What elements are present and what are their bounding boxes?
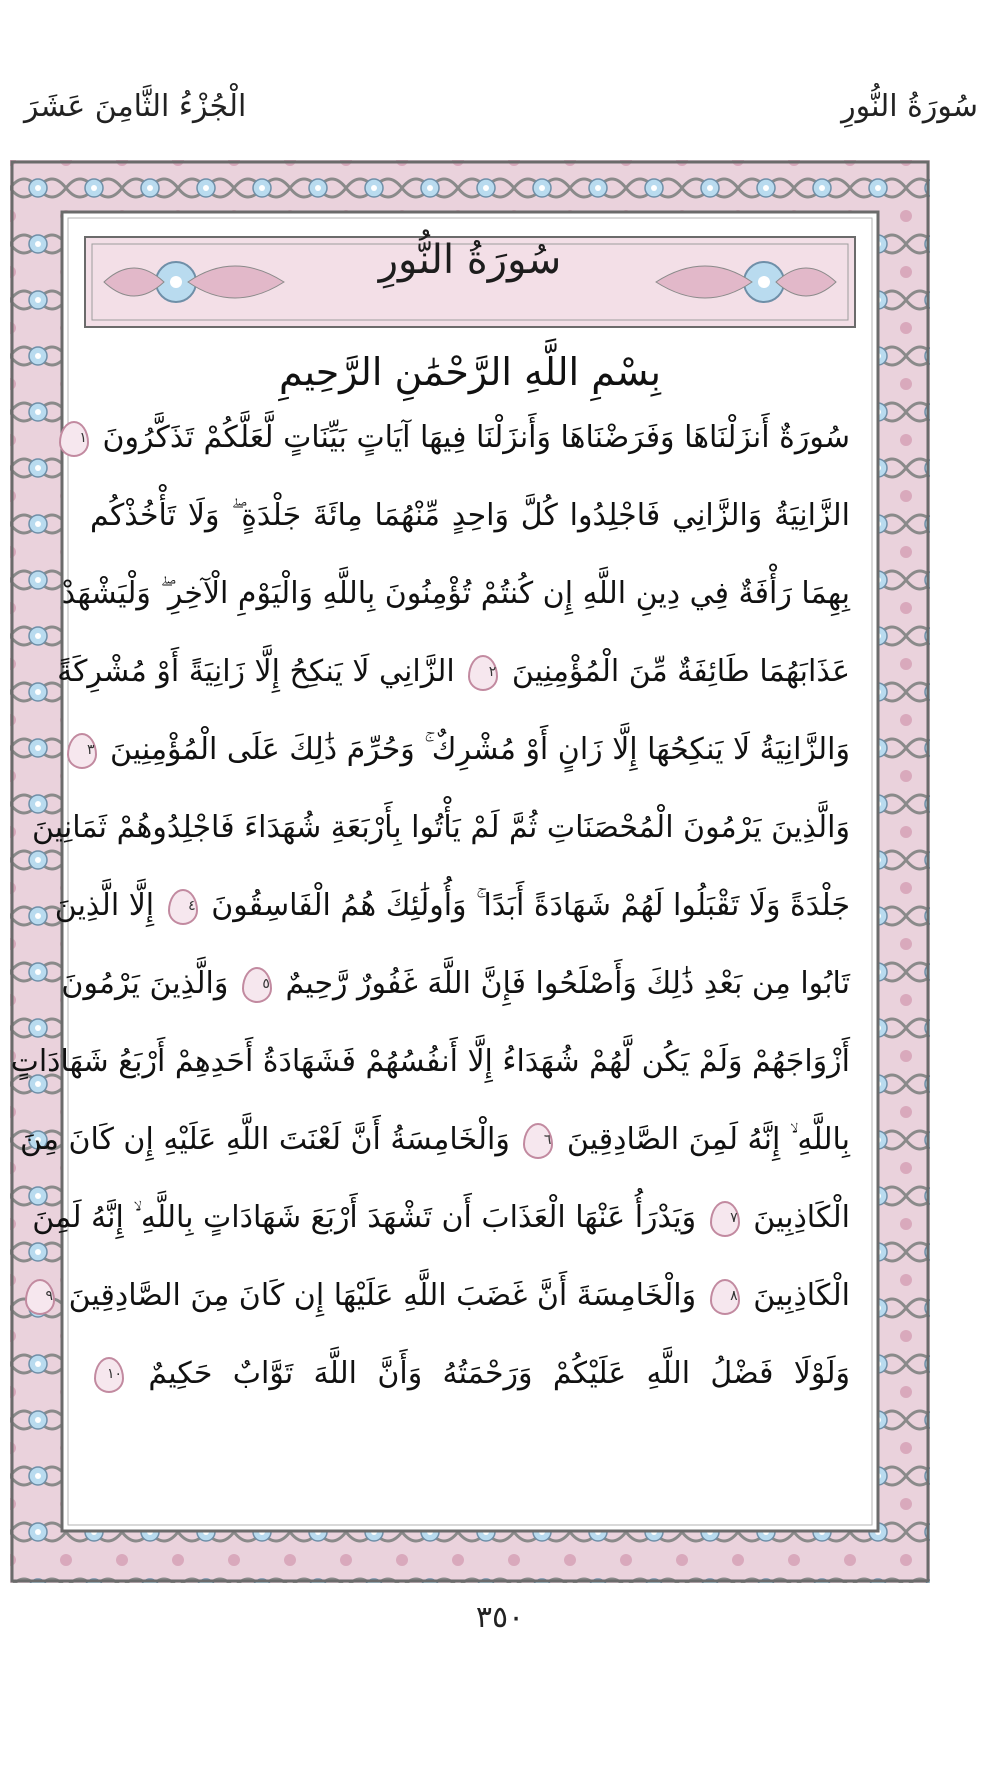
verse-text: الْكَاذِبِينَ bbox=[753, 1200, 850, 1235]
verse-text: إِلَّا الَّذِينَ bbox=[54, 888, 155, 923]
header-surah-name: سُورَةُ النُّورِ bbox=[841, 89, 978, 124]
header-juz-name: الْجُزْءُ الثَّامِنَ عَشَرَ bbox=[24, 89, 247, 124]
verse-text: وَلَوْلَا فَضْلُ اللَّهِ عَلَيْكُمْ وَرَحْمَتُهُ وَأَنَّ اللَّهَ تَوَّابٌ حَكِيمٌ bbox=[148, 1356, 850, 1391]
surah-title: سُورَةُ النُّورِ bbox=[378, 237, 562, 283]
verse-number-marker: ٢ bbox=[468, 655, 498, 691]
text-area bbox=[10, 220, 870, 1523]
verse-line bbox=[54, 888, 850, 925]
verse-text: الزَّانِيَةُ وَالزَّانِي فَاجْلِدُوا كُلَّ وَاحِدٍ مِّنْهُمَا مِائَةَ جَلْدَةٍ ۖ وَلَا تَأْخُذْكُم bbox=[90, 498, 850, 533]
verse-line bbox=[10, 1044, 850, 1080]
verse-line bbox=[61, 966, 850, 1003]
verse-number-marker: ١٠ bbox=[94, 1357, 124, 1393]
verse-text: وَالْخَامِسَةُ أَنَّ لَعْنَتَ اللَّهِ عَلَيْهِ إِن كَانَ مِنَ bbox=[20, 1122, 510, 1157]
page-number: ٣٥٠ bbox=[475, 1600, 525, 1635]
verse-text: وَالَّذِينَ يَرْمُونَ الْمُحْصَنَاتِ ثُمَّ لَمْ يَأْتُوا بِأَرْبَعَةِ شُهَدَاءَ فَاجْلِدُوهُمْ ثَمَانِينَ bbox=[31, 810, 850, 845]
verse-text: الْكَاذِبِينَ bbox=[753, 1278, 850, 1313]
verse-text: بِاللَّهِ ۙ إِنَّهُ لَمِنَ الصَّادِقِينَ bbox=[566, 1122, 850, 1157]
verse-line bbox=[61, 576, 850, 612]
verse-line bbox=[90, 1356, 850, 1393]
verse-line bbox=[45, 1278, 850, 1315]
verse-text: وَالزَّانِيَةُ لَا يَنكِحُهَا إِلَّا زَانٍ أَوْ مُشْرِكٌ ۚ وَحُرِّمَ ذَٰلِكَ عَلَى الْمُؤْمِنِينَ bbox=[110, 732, 850, 767]
verse-number-marker: ٣ bbox=[67, 733, 97, 769]
verse-text: وَالَّذِينَ يَرْمُونَ bbox=[61, 966, 229, 1001]
verse-text: وَالْخَامِسَةَ أَنَّ غَضَبَ اللَّهِ عَلَيْهَا إِن كَانَ مِنَ الصَّادِقِينَ bbox=[68, 1278, 697, 1313]
verse-line bbox=[32, 1200, 850, 1237]
verse-text: أَزْوَاجَهُمْ وَلَمْ يَكُن لَّهُمْ شُهَدَاءُ إِلَّا أَنفُسُهُمْ فَشَهَادَةُ أَحَدِهِمْ أَرْبَعُ شَهَادَاتٍ bbox=[10, 1044, 850, 1079]
verse-line bbox=[86, 732, 850, 769]
verse-number-marker: ٤ bbox=[168, 889, 198, 925]
verse-line bbox=[79, 420, 850, 457]
verse-line bbox=[20, 1122, 850, 1159]
verse-text: بِهِمَا رَأْفَةٌ فِي دِينِ اللَّهِ إِن كُنتُمْ تُؤْمِنُونَ بِاللَّهِ وَالْيَوْمِ الْآخِرِ ۖ وَلْيَشْهَدْ bbox=[61, 576, 850, 611]
verse-text: جَلْدَةً وَلَا تَقْبَلُوا لَهُمْ شَهَادَةً أَبَدًا ۚ وَأُولَٰئِكَ هُمُ الْفَاسِقُونَ bbox=[211, 888, 850, 923]
verse-number-marker: ٨ bbox=[710, 1279, 740, 1315]
verse-number-marker: ٦ bbox=[523, 1123, 553, 1159]
verse-number-marker: ٧ bbox=[710, 1201, 740, 1237]
basmala: بِسْمِ اللَّهِ الرَّحْمَٰنِ الرَّحِيمِ bbox=[279, 350, 661, 394]
verse-line bbox=[90, 498, 850, 534]
verse-number-marker: ٩ bbox=[25, 1279, 55, 1315]
verse-number-marker: ٥ bbox=[242, 967, 272, 1003]
page-frame bbox=[10, 160, 930, 1583]
verse-text: عَذَابَهُمَا طَائِفَةٌ مِّنَ الْمُؤْمِنِينَ bbox=[511, 654, 850, 689]
verse-line bbox=[31, 810, 850, 846]
verse-number-marker: ١ bbox=[59, 421, 89, 457]
verse-text: الزَّانِي لَا يَنكِحُ إِلَّا زَانِيَةً أَوْ مُشْرِكَةً bbox=[57, 654, 455, 689]
verse-line bbox=[57, 654, 850, 691]
verse-text: تَابُوا مِن بَعْدِ ذَٰلِكَ وَأَصْلَحُوا فَإِنَّ اللَّهَ غَفُورٌ رَّحِيمٌ bbox=[285, 966, 850, 1001]
verse-text: وَيَدْرَأُ عَنْهَا الْعَذَابَ أَن تَشْهَدَ أَرْبَعَ شَهَادَاتٍ بِاللَّهِ ۙ إِنَّهُ لَمِنَ bbox=[32, 1200, 697, 1235]
verse-text: سُورَةٌ أَنزَلْنَاهَا وَفَرَضْنَاهَا وَأَنزَلْنَا فِيهَا آيَاتٍ بَيِّنَاتٍ لَّعَلَّكُمْ تَذَكَّرُونَ bbox=[102, 420, 850, 455]
